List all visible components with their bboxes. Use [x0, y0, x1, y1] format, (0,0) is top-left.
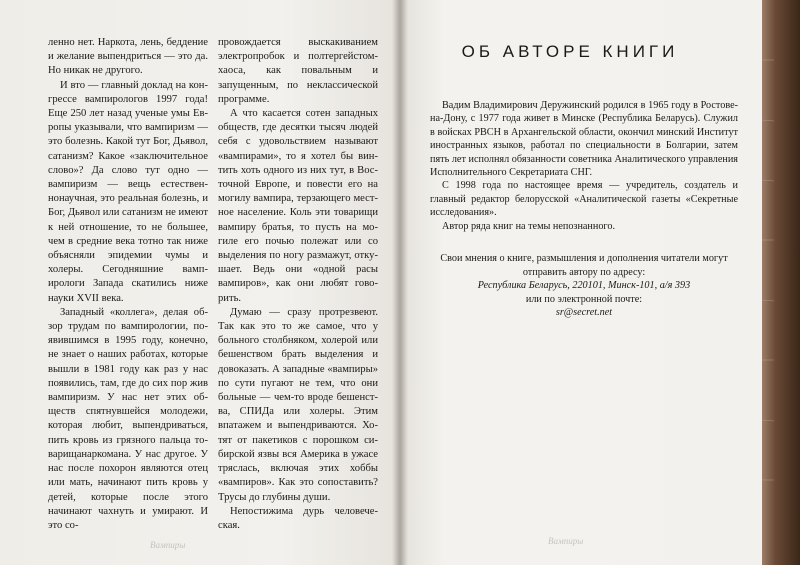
email-intro: или по электронной почте: [525, 293, 643, 305]
paragraph: Западный «коллега», делая обзор трудам по вампирологии, появившимся в 1995 году, конечно, не знает о наших работах, которые вышли в 1981 году как раз у нас появились, там, где до сих пор жив вампиризм. У нас нет этих обществ спятнувшейся молодежи, которая любит, выпендриваться, пить кровь из грязного пальца товарищанаркомана. У нас другое. У нас после похорон являются отец или мать, начинают пить кровь у детей, которые после этого начинают чахнуть и умирают. И это со- [48, 306, 208, 531]
left-page-column-1 [48, 36, 208, 533]
paragraph: А что касается сотен западных обществ, где десятки тысяч людей себя с удовольствием называют «вампирами», то я хотел бы винтить хоть одного из них тут, в Восточной Европе, и повести его на могилу вампира, терзающего местное население. Коль эти товарищи вампиру братья, то пусть на могиле его почью полежат или со выделения по ногу размажут, откушает. Ведь они «одной расы вампиров», как они любят говорить. [218, 108, 378, 304]
author-bio [430, 99, 738, 233]
contact-block [430, 252, 738, 320]
section-title: ОБ АВТОРЕ КНИГИ [461, 42, 679, 61]
paragraph: ленно нет. Наркота, лень, беддение и желание выпендриться — это да. Но никак не другого. [48, 37, 208, 77]
paragraph: Вадим Владимирович Деружинский родился в 1965 году в Ростове-на-Дону, с 1977 года живет в Минске (Республика Беларусь). Служил в войсках РВСН в Архангельской области, окончил минский Институт иностранных языков, работал по специальности в Болгарии, затем пять лет исполнял обязанности советника Аналитического управления Исполнительного Секретариата СНГ. [430, 100, 738, 179]
contact-intro: Свои мнения о книге, размышления и дополнения читатели могут отправить автору по адресу: [440, 253, 728, 278]
paragraph: Думаю — сразу протрезвеют. Так как это то же самое, что у больного столбняком, холерой или бешенством брать выделения и довоказать. А западные «вампиры» по сути пугают не тем, что они больные — чем-то вроде бешенства, СПИДа или холеры. Этим впатажем и выпендриваются. Хотят от пакетиков с порошком сибирской язвы вся Америка в ужасе тряслась, включая этих хоббы «вампиров». Как это сопоставить? Трусы до глубины души. [218, 306, 378, 503]
paragraph: С 1998 года по настоящее время — учредитель, создатель и главный редактор белорусской «Аналитической газеты «Секретные исследования». [430, 180, 738, 219]
faded-footer-mark: Вампиры [548, 536, 584, 546]
faded-footer-mark: Вампиры [150, 540, 186, 550]
email-address: sr@secret.net [555, 307, 613, 319]
paragraph: И вто — главный доклад на конгрессе вампирологов 1997 года! Еще 250 лет назад ученые умы Европы указывали, что вампиризм — это болезнь. Какой тут Бог, Дьявол, сатанизм? Какое «заключительное слово»? Да слово тут одно — вампиризм — вещь естественнонаучная, это реальная болезнь, и Бог, Дьявол или сатанизм не имеют к ней отношение, то не большее, чем в средние века тотно так ниже объясняли эпидемии чумы и холеры. Сегодняшние вампирологи Запада скатились ниже науки XVII века. [48, 79, 208, 304]
page-stack-edge [762, 0, 800, 565]
page-edge-texture [762, 0, 800, 565]
paragraph: Автор ряда книг на темы непознанного. [442, 220, 615, 232]
postal-address: Республика Беларусь, 220101, Минск-101, а/я 393 [477, 280, 691, 292]
left-page-column-2 [218, 36, 378, 533]
paragraph: провождается выскакиванием электропробок и полтергейстомхаоса, как повальным и запущенным, по неклассической программе. [218, 37, 378, 105]
book-gutter [392, 0, 408, 565]
paragraph: Непостижима дурь человеческая. [218, 505, 378, 531]
